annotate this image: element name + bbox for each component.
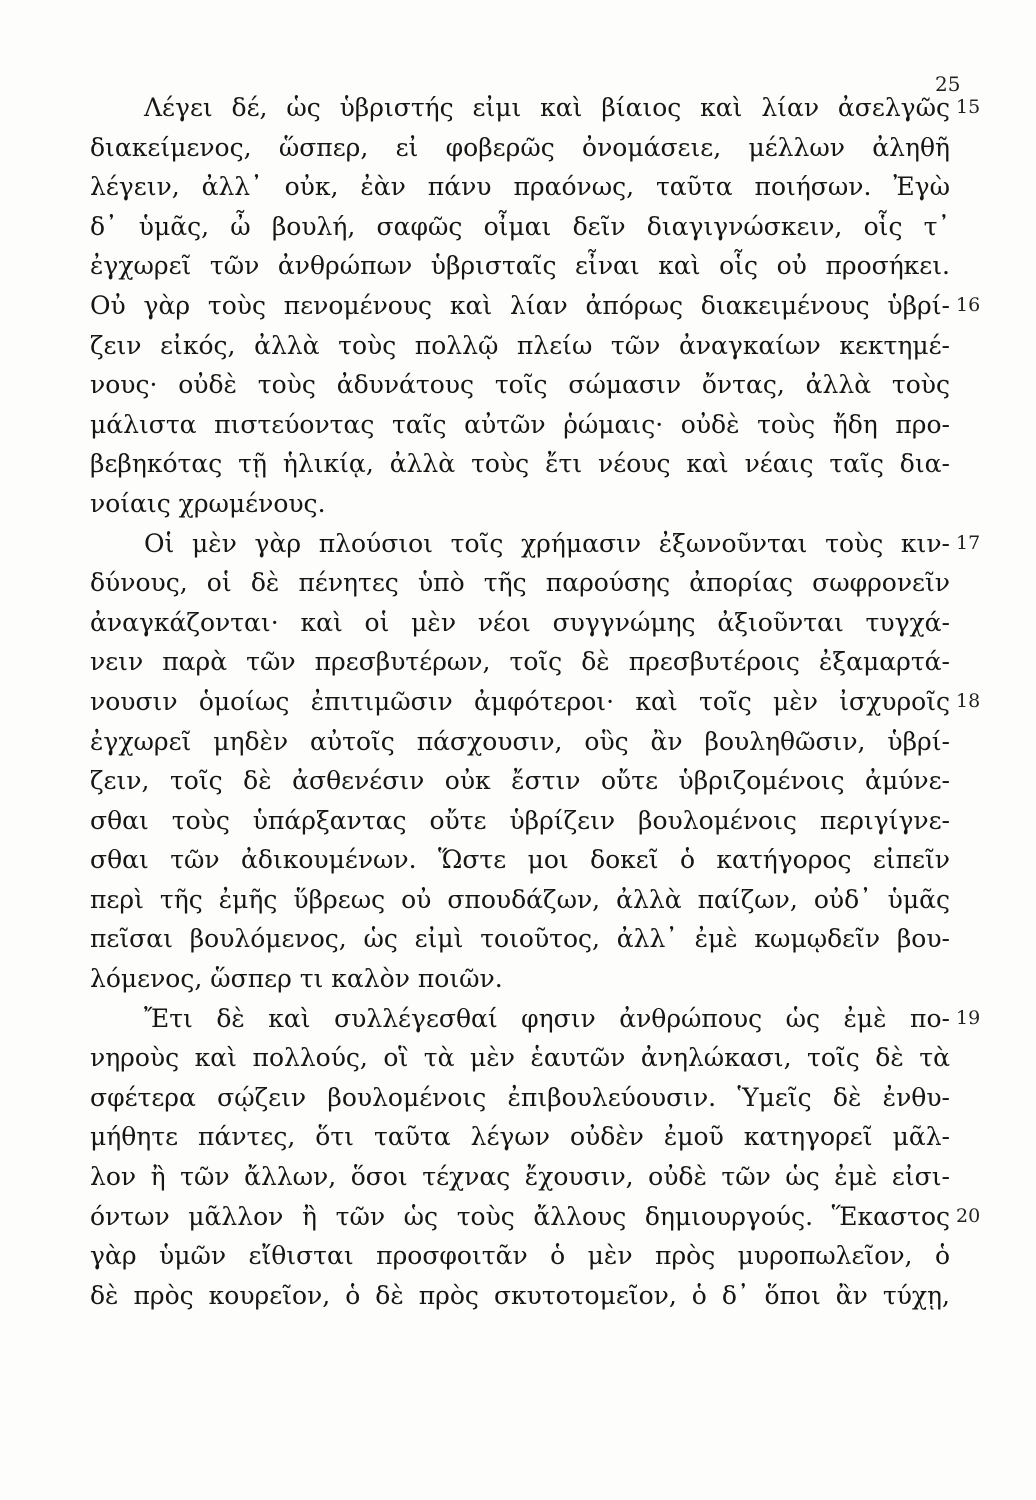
text-line — [90, 999, 981, 1039]
text-line — [90, 246, 950, 286]
text-line — [90, 88, 981, 128]
section-number: 20 — [956, 1204, 981, 1227]
text-line-content: Οὐ γὰρ τοὺς πενομένους καὶ λίαν ἀπόρως διακειμένους ὑβρί- — [90, 290, 950, 320]
text-line-content: ἀναγκάζονται· καὶ οἱ μὲν νέοι συγγνώμης ἀξιοῦνται τυγχά- — [90, 607, 950, 637]
text-line-content: νους· οὐδὲ τοὺς ἀδυνάτους τοῖς σώμασιν ὄντας, ἀλλὰ τοὺς — [90, 370, 950, 400]
text-line-content: πεῖσαι βουλόμενος, ὡς εἰμὶ τοιοῦτος, ἀλλ᾽ ἐμὲ κωμῳδεῖν βου- — [90, 924, 950, 954]
text-line-content: σθαι τῶν ἀδικουμένων. Ὥστε μοι δοκεῖ ὁ κατήγορος εἰπεῖν — [90, 845, 950, 875]
text-line-content: διακείμενος, ὥσπερ, εἰ φοβερῶς ὀνομάσειε, μέλλων ἀληθῆ — [90, 132, 950, 162]
text-line-content: σφέτερα σῴζειν βουλομένοις ἐπιβουλεύουσιν. Ὑμεῖς δὲ ἐνθυ- — [90, 1082, 950, 1112]
text-line — [90, 405, 950, 445]
text-line — [90, 682, 981, 722]
text-line — [90, 880, 950, 920]
text-line-content: δὲ πρὸς κουρεῖον, ὁ δὲ πρὸς σκυτοτομεῖον, ὁ δ᾽ ὅποι ἂν τύχῃ, — [90, 1280, 950, 1310]
text-line — [90, 444, 950, 484]
text-block — [90, 88, 981, 1315]
section-number: 18 — [956, 689, 981, 712]
text-line-content: μάλιστα πιστεύοντας ταῖς αὐτῶν ῥώμαις· οὐδὲ τοὺς ἤδη προ- — [90, 409, 950, 439]
text-line — [90, 1117, 950, 1157]
page-number: 25 — [935, 72, 961, 96]
text-line — [90, 207, 950, 247]
text-line-content: νειν παρὰ τῶν πρεσβυτέρων, τοῖς δὲ πρεσβυτέροις ἐξαμαρτά- — [90, 647, 950, 677]
text-line — [90, 524, 981, 564]
text-line-content: νουσιν ὁμοίως ἐπιτιμῶσιν ἀμφότεροι· καὶ τοῖς μὲν ἰσχυροῖς — [90, 686, 950, 716]
text-line — [90, 1197, 981, 1237]
text-line — [90, 840, 950, 880]
text-line — [90, 563, 950, 603]
text-line-content: Ἔτι δὲ καὶ συλλέγεσθαί φησιν ἀνθρώπους ὡς ἐμὲ πο- — [144, 1003, 950, 1033]
text-line-content: ἐγχωρεῖ μηδὲν αὐτοῖς πάσχουσιν, οὓς ἂν βουληθῶσιν, ὑβρί- — [90, 726, 950, 756]
text-line-content: γὰρ ὑμῶν εἴθισται προσφοιτᾶν ὁ μὲν πρὸς μυροπωλεῖον, ὁ — [90, 1241, 950, 1271]
text-line — [90, 484, 950, 524]
text-line — [90, 326, 950, 366]
section-number: 17 — [956, 531, 981, 554]
text-line — [90, 167, 950, 207]
text-line-content: λόμενος, ὥσπερ τι καλὸν ποιῶν. — [90, 964, 503, 994]
text-line-content: νοίαις χρωμένους. — [90, 488, 326, 518]
text-line — [90, 801, 950, 841]
text-line-content: σθαι τοὺς ὑπάρξαντας οὔτε ὑβρίζειν βουλομένοις περιγίγνε- — [90, 805, 950, 835]
text-line-content: Λέγει δέ, ὡς ὑβριστής εἰμι καὶ βίαιος καὶ λίαν ἀσελγῶς — [144, 93, 950, 122]
text-line-content: Οἱ μὲν γὰρ πλούσιοι τοῖς χρήμασιν ἐξωνοῦνται τοὺς κιν- — [144, 528, 950, 558]
text-line-content: λον ἢ τῶν ἄλλων, ὅσοι τέχνας ἔχουσιν, οὐδὲ τῶν ὡς ἐμὲ εἰσι- — [90, 1162, 950, 1192]
text-line-content: ζειν εἰκός, ἀλλὰ τοὺς πολλῷ πλείω τῶν ἀναγκαίων κεκτημέ- — [90, 330, 950, 360]
text-line — [90, 919, 950, 959]
text-line-content: περὶ τῆς ἐμῆς ὕβρεως οὐ σπουδάζων, ἀλλὰ παίζων, οὐδ᾽ ὑμᾶς — [90, 884, 950, 914]
text-line — [90, 603, 950, 643]
text-line-content: δ᾽ ὑμᾶς, ὦ βουλή, σαφῶς οἶμαι δεῖν διαγιγνώσκειν, οἷς τ᾽ — [90, 211, 950, 241]
text-line — [90, 1236, 950, 1276]
text-line — [90, 128, 950, 168]
text-line-content: ἐγχωρεῖ τῶν ἀνθρώπων ὑβρισταῖς εἶναι καὶ οἷς οὐ προσήκει. — [90, 251, 950, 281]
section-number: 16 — [956, 293, 981, 316]
text-line-content: ζειν, τοῖς δὲ ἀσθενέσιν οὐκ ἔστιν οὔτε ὑβριζομένοις ἀμύνε- — [90, 766, 950, 796]
text-line-content: νηροὺς καὶ πολλούς, οἳ τὰ μὲν ἑαυτῶν ἀνηλώκασι, τοῖς δὲ τὰ — [90, 1043, 950, 1073]
text-line — [90, 642, 950, 682]
text-line — [90, 1078, 950, 1118]
text-line — [90, 959, 950, 999]
text-line-content: λέγειν, ἀλλ᾽ οὐκ, ἐὰν πάνυ πραόνως, ταῦτα ποιήσων. Ἐγὼ — [90, 172, 950, 202]
text-line — [90, 1038, 950, 1078]
section-number: 15 — [956, 96, 981, 118]
text-line-content: δύνους, οἱ δὲ πένητες ὑπὸ τῆς παρούσης ἀπορίας σωφρονεῖν — [90, 568, 950, 598]
text-line — [90, 722, 950, 762]
text-line-content: όντων μᾶλλον ἢ τῶν ὡς τοὺς ἄλλους δημιουργούς. Ἕκαστος — [90, 1201, 950, 1231]
text-line-content: βεβηκότας τῇ ἡλικίᾳ, ἀλλὰ τοὺς ἔτι νέους καὶ νέαις ταῖς δια- — [90, 449, 950, 479]
text-line-content: μήθητε πάντες, ὅτι ταῦτα λέγων οὐδὲν ἐμοῦ κατηγορεῖ μᾶλ- — [90, 1122, 950, 1152]
text-line — [90, 365, 950, 405]
section-number: 19 — [956, 1006, 981, 1029]
text-line — [90, 1157, 950, 1197]
text-line — [90, 1276, 950, 1316]
text-line — [90, 761, 950, 801]
text-line — [90, 286, 981, 326]
